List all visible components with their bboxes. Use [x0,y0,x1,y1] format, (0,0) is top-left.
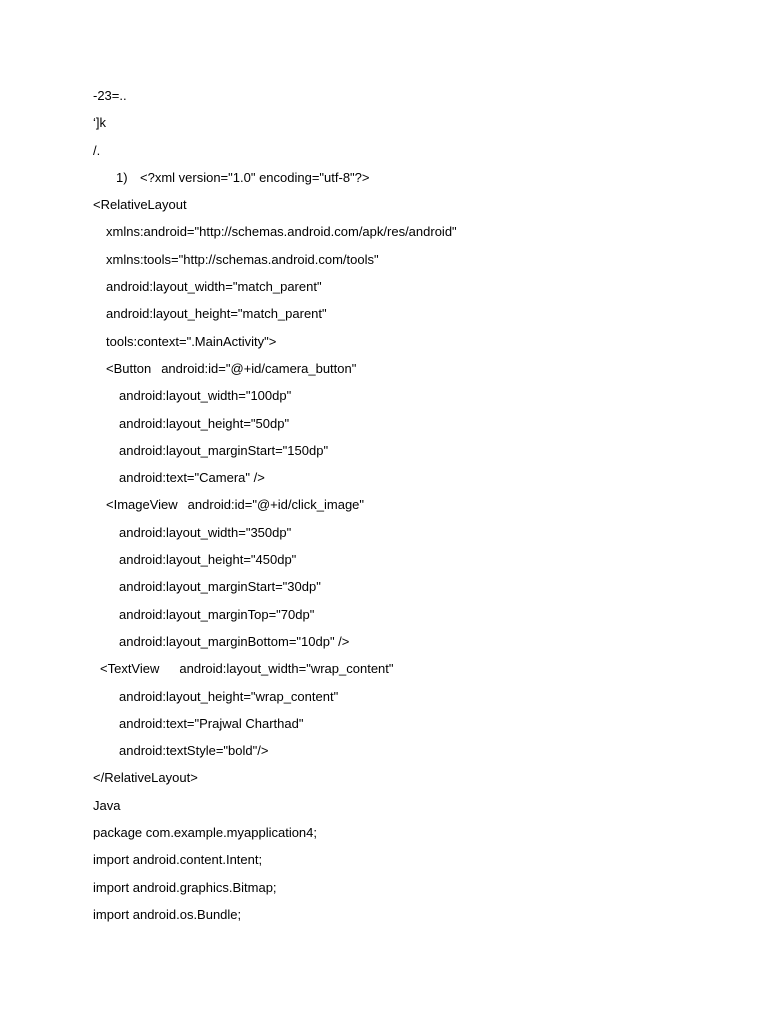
code-line [93,659,713,686]
code-line [93,495,713,522]
code-line: import android.content.Intent; [93,852,263,868]
code-line: xmlns:android="http://schemas.android.com/apk/res/android" [106,224,457,240]
code-tag: <ImageView [106,497,178,513]
section-label: Java [93,797,121,813]
code-line: android:text="Prajwal Charthad" [119,715,304,731]
code-line: xmlns:tools="http://schemas.android.com/tools" [106,251,379,267]
code-attribute: android:layout_width="wrap_content" [179,661,394,677]
code-line: </RelativeLayout> [93,770,198,786]
code-line: android:text="Camera" /> [119,470,265,486]
code-line: package com.example.myapplication4; [93,825,318,841]
code-line: tools:context=".MainActivity"> [106,333,277,349]
code-line: import android.graphics.Bitmap; [93,879,277,895]
code-attribute: android:id="@+id/camera_button" [161,360,357,376]
list-item-text: <?xml version="1.0" encoding="utf-8"?> [140,169,370,185]
text-line: -23=.. [93,88,127,103]
code-line: android:layout_marginTop="70dp" [119,606,315,622]
code-attribute: android:id="@+id/click_image" [187,497,365,513]
code-tag: <Button [106,360,152,376]
code-line: android:layout_width="match_parent" [106,279,322,295]
code-line: android:layout_width="350dp" [119,524,292,540]
code-line: android:layout_marginStart="30dp" [119,579,321,595]
text-line: /. [93,142,101,158]
code-line: android:layout_marginBottom="10dp" /> [119,633,350,649]
code-line: android:layout_width="100dp" [119,388,292,404]
code-line: android:layout_marginStart="150dp" [119,442,329,458]
list-number: 1) [116,169,128,185]
code-line: <RelativeLayout [93,197,187,213]
code-line [93,359,713,386]
document-body [93,86,713,932]
text-line: ‘]k [93,115,106,131]
code-line: android:layout_height="match_parent" [106,306,327,322]
code-line: import android.os.Bundle; [93,906,242,922]
code-tag: <TextView [100,661,160,677]
numbered-list-item [93,168,713,195]
code-line: android:layout_height="50dp" [119,415,290,431]
code-line: android:layout_height="450dp" [119,552,297,568]
code-line: android:layout_height="wrap_content" [119,688,339,704]
code-line: android:textStyle="bold"/> [119,743,269,759]
